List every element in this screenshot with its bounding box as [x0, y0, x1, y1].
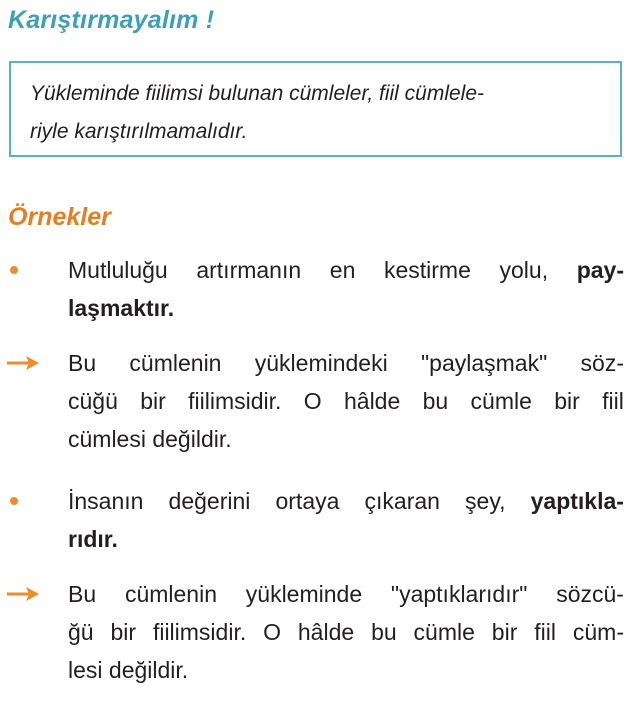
word: şey,	[465, 488, 506, 514]
example-text-3	[68, 482, 624, 558]
bold-word: laşmaktır.	[68, 295, 175, 321]
word: Bu	[68, 350, 97, 376]
word: "paylaşmak"	[420, 350, 548, 376]
word: en	[329, 257, 356, 283]
word: cümle	[413, 619, 475, 645]
word: bir	[554, 388, 580, 414]
arrow-marker	[0, 575, 60, 613]
word: kestirme	[383, 257, 471, 283]
word: bir	[110, 619, 137, 645]
word: fiilimsidir.	[188, 388, 282, 414]
word: "yaptıklarıdır"	[390, 581, 528, 607]
word: cüğü	[68, 388, 118, 414]
warning-text-line-1: Yükleminde fiilimsi bulunan cümleler, fiil cümlele-	[30, 82, 485, 105]
word: Bu	[68, 581, 97, 607]
word: bir	[491, 619, 518, 645]
example-4-line-2	[68, 613, 624, 651]
word: Mutluluğu	[68, 257, 168, 283]
word: fiil	[602, 388, 624, 414]
example-2-line-1	[68, 344, 624, 382]
warning-text	[30, 75, 610, 151]
word: cüm-	[572, 619, 624, 645]
word: fiilimsidir.	[152, 619, 247, 645]
word: hâlde	[343, 388, 401, 414]
warning-title: Karıştırmayalım !	[8, 6, 215, 34]
example-1-line-1	[68, 251, 624, 289]
bullet-marker	[0, 482, 60, 520]
example-1-line-2	[68, 289, 624, 327]
word: cümlenin	[129, 350, 222, 376]
example-4-line-1	[68, 575, 624, 613]
word: söz-	[580, 350, 624, 376]
word: fiil	[534, 619, 556, 645]
warning-box	[9, 61, 622, 157]
example-4-line-3: lesi değildir.	[68, 657, 189, 683]
example-text-2	[68, 344, 624, 458]
bullet-dot-icon	[10, 266, 18, 274]
example-2-line-2	[68, 382, 624, 420]
warning-text-line-2: riyle karıştırılmamalıdır.	[30, 120, 248, 143]
word: ortaya	[275, 488, 340, 514]
arrow-right-icon	[6, 353, 40, 373]
word: O	[263, 619, 281, 645]
word: bu	[422, 388, 449, 414]
word: ğü	[68, 619, 94, 645]
arrow-right-icon	[6, 584, 40, 604]
examples-title: Örnekler	[8, 203, 111, 231]
example-3-line-2	[68, 520, 624, 558]
word: bir	[140, 388, 166, 414]
bullet-dot-icon	[10, 497, 18, 505]
word: cümlenin	[124, 581, 217, 607]
word: cümle	[470, 388, 532, 414]
word: çıkaran	[364, 488, 440, 514]
word: yükleminde	[245, 581, 363, 607]
word: İnsanın	[68, 488, 144, 514]
word: artırmanın	[196, 257, 302, 283]
word: yolu,	[499, 257, 549, 283]
bullet-marker	[0, 251, 60, 289]
example-2-line-3: cümlesi değildir.	[68, 426, 232, 452]
example-text-4	[68, 575, 624, 689]
word: O	[303, 388, 322, 414]
word: bu	[371, 619, 397, 645]
word: sözcü-	[556, 581, 624, 607]
word: yüklemindeki	[254, 350, 388, 376]
bold-word: rıdır.	[68, 526, 118, 552]
bold-word: yaptıkla-	[530, 488, 624, 514]
word: hâlde	[297, 619, 355, 645]
word: değerini	[168, 488, 251, 514]
example-3-line-1	[68, 482, 624, 520]
bold-word: pay-	[576, 257, 624, 283]
example-text-1	[68, 251, 624, 327]
arrow-marker	[0, 344, 60, 382]
